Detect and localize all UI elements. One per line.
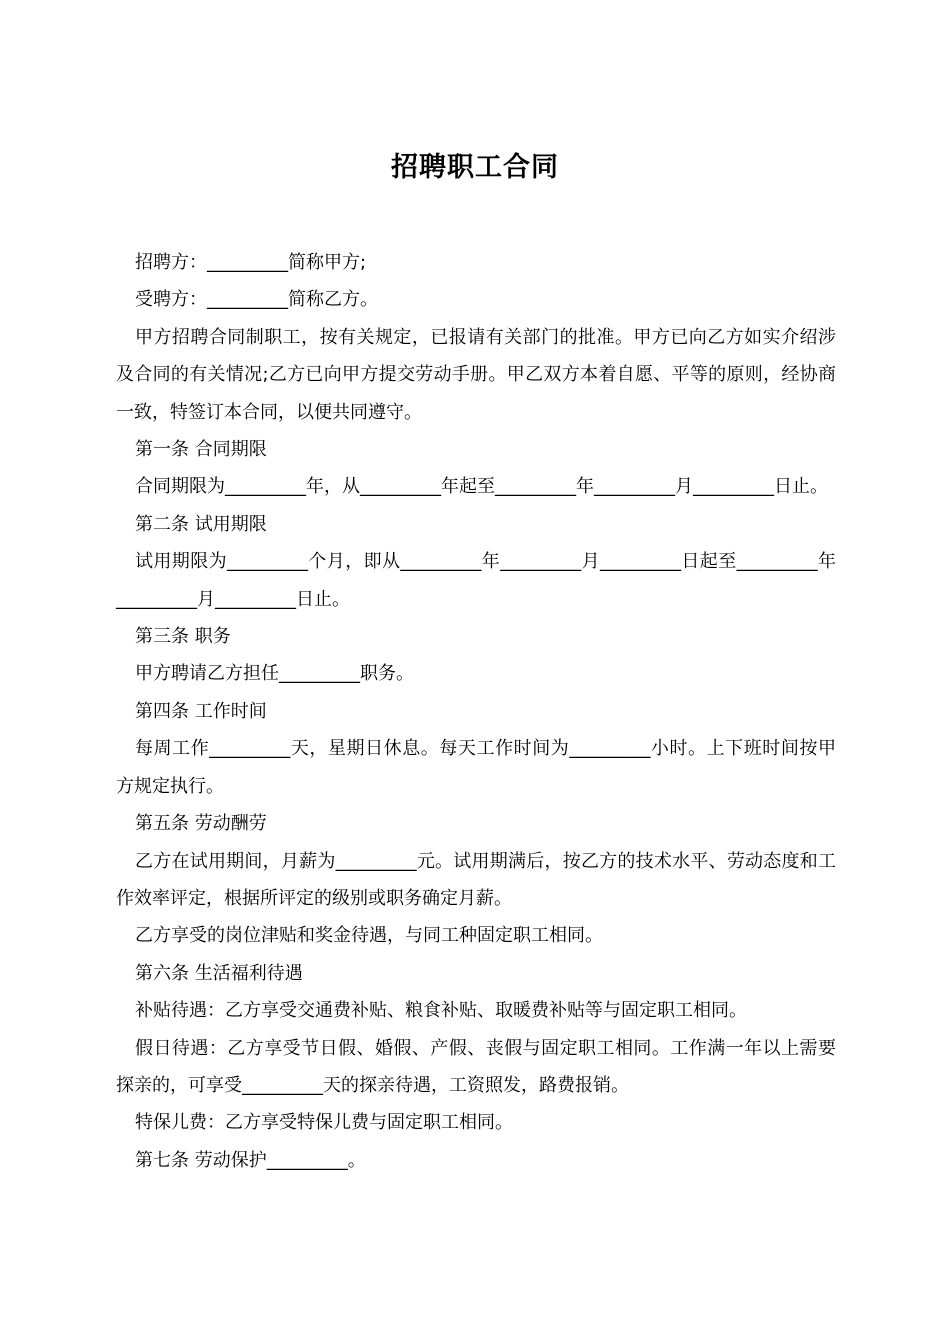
- party-a-line: 招聘方：_________简称甲方;: [135, 252, 367, 273]
- article-6-child-care: 特保儿费：乙方享受特保儿费与固定职工相同。: [135, 1112, 513, 1134]
- article-5-body-salary: 乙方在试用期间，月薪为_________元。试用期满后，按乙方的技术水平、劳动态度和工作效率评定，根据所评定的级别或职务确定月薪。: [116, 850, 836, 909]
- article-1-heading: 第一条 合同期限: [135, 439, 267, 461]
- article-6-subsidy: 补贴待遇：乙方享受交通费补贴、粮食补贴、取暖费补贴等与固定职工相同。: [135, 1000, 747, 1022]
- article-3-heading: 第三条 职务: [135, 626, 231, 648]
- article-2-heading: 第二条 试用期限: [135, 513, 267, 535]
- article-4-body: 每周工作_________天，星期日休息。每天工作时间为_________小时。上下班时间按甲方规定执行。: [116, 738, 836, 797]
- party-b-line: 受聘方：_________简称乙方。: [135, 289, 378, 311]
- article-6-holiday: 假日待遇：乙方享受节日假、婚假、产假、丧假与固定职工相同。工作满一年以上需要探亲的，可享受_________天的探亲待遇，工资照发，路费报销。: [116, 1037, 836, 1096]
- article-3-body: 甲方聘请乙方担任_________职务。: [135, 663, 414, 685]
- article-4-heading: 第四条 工作时间: [135, 700, 267, 722]
- article-7-heading: 第七条 劳动保护_________。: [135, 1149, 366, 1171]
- article-5-heading: 第五条 劳动酬劳: [135, 813, 267, 835]
- preamble-paragraph: 甲方招聘合同制职工，按有关规定，已报请有关部门的批准。甲方已向乙方如实介绍涉及合同的有关情况;乙方已向甲方提交劳动手册。甲乙双方本着自愿、平等的原则，经协商一致，特签订本合同，以便共同遵守。: [116, 326, 836, 423]
- article-5-body-allowance: 乙方享受的岗位津贴和奖金待遇，与同工种固定职工相同。: [135, 925, 603, 947]
- article-6-heading: 第六条 生活福利待遇: [135, 962, 303, 984]
- article-1-body: 合同期限为_________年，从_________年起至_________年_________月_________日止。: [135, 476, 828, 498]
- article-2-body: 试用期限为_________个月，即从_________年_________月_________日起至_________年_________月_________日止。: [116, 551, 836, 610]
- document-title: 招聘职工合同: [391, 152, 559, 184]
- document-body: [116, 244, 836, 1179]
